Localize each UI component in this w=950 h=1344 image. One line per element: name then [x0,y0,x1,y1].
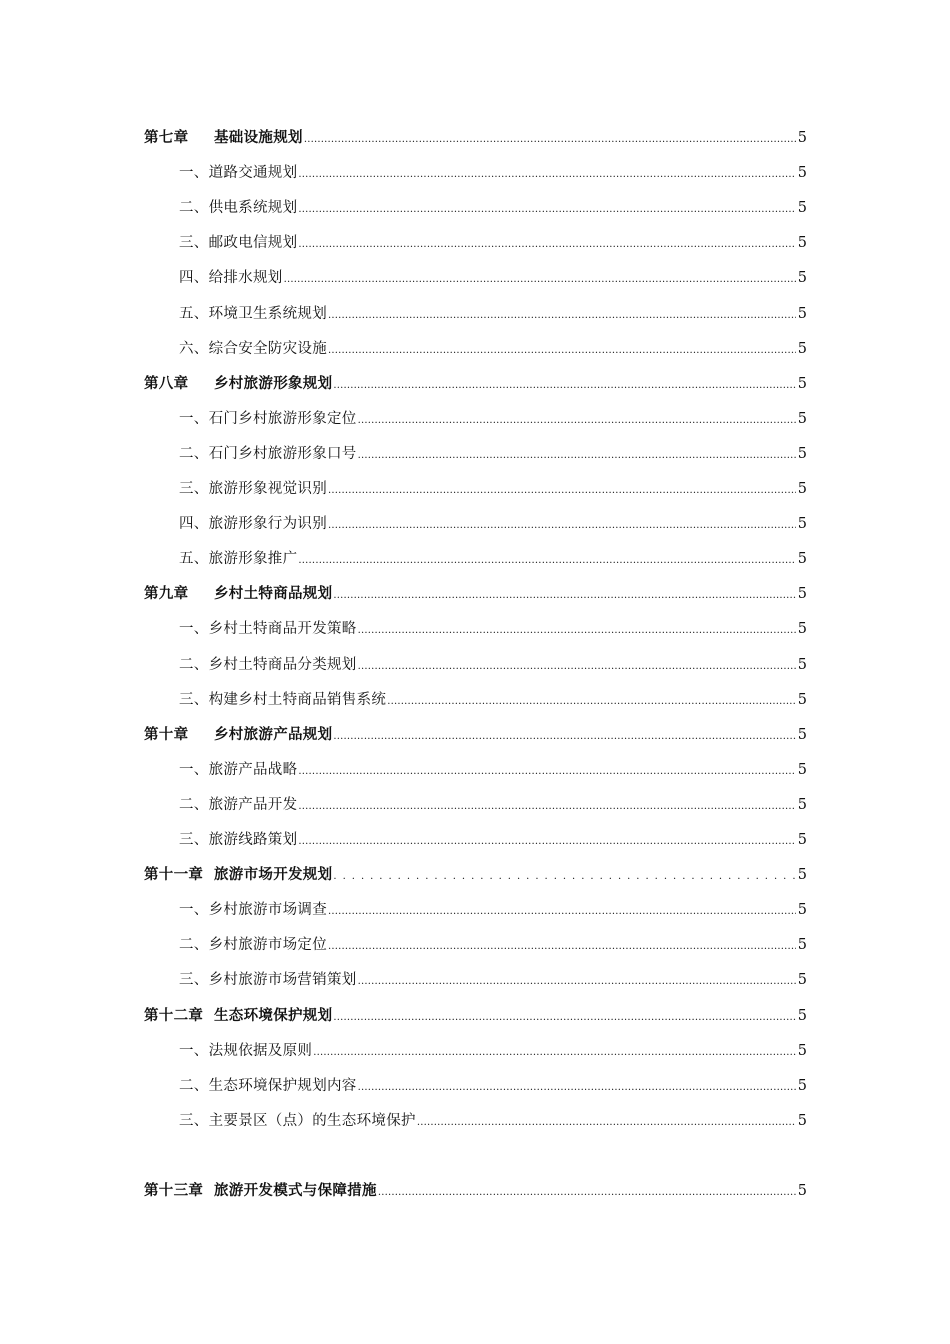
toc-entry-title: 旅游市场开发规划 [214,867,333,883]
toc-leader-dots [333,729,795,745]
toc-entry-title: 旅游线路策划 [208,832,298,848]
toc-entry-title: 乡村土特商品分类规划 [208,657,357,673]
toc-entry-title: 生态环境保护规划 [214,1008,333,1024]
toc-entry-number: 一、 [179,411,209,427]
toc-entry-number: 四、 [179,516,209,532]
toc-entry-title: 石门乡村旅游形象定位 [208,411,357,427]
toc-entry-label [144,374,332,394]
toc-page-number: 5 [797,902,807,918]
toc-page-number: 5 [797,586,807,602]
toc-entry-label [179,304,327,324]
toc-entry-number: 第十章 [144,727,189,743]
toc-leader-dots [358,1080,796,1096]
toc-entry-label [179,444,357,464]
toc-page-number: 5 [797,446,807,462]
toc-section-entry[interactable] [179,194,807,218]
toc-page-number: 5 [797,481,807,497]
toc-leader-dots [378,1185,796,1201]
toc-page-number: 5 [797,832,807,848]
toc-leader-dots [328,939,796,955]
toc-leader-dots [298,553,795,569]
toc-page-number: 5 [797,692,807,708]
toc-entry-label [144,1181,377,1201]
toc-leader-dots [328,518,796,534]
toc-page-number: 5 [797,1078,807,1094]
toc-page-number: 5 [797,727,807,743]
toc-entry-title: 乡村旅游产品规划 [214,727,333,743]
toc-entry-title: 旅游形象推广 [208,551,298,567]
toc-entry-title: 旅游形象视觉识别 [208,481,328,497]
toc-entry-label [179,1111,416,1131]
toc-entry-title: 主要景区（点）的生态环境保护 [208,1113,416,1129]
toc-leader-dots [328,904,796,920]
toc-entry-number: 一、 [179,621,209,637]
toc-leader-dots [333,588,795,604]
toc-entry-number: 五、 [179,306,209,322]
toc-entry-label [179,514,327,534]
toc-leader-dots [298,799,795,815]
toc-entry-number: 一、 [179,762,209,778]
toc-chapter-entry[interactable] [144,861,807,885]
toc-entry-number: 三、 [179,832,209,848]
toc-page-number: 5 [797,551,807,567]
toc-entry-title: 构建乡村土特商品销售系统 [208,692,387,708]
toc-entry-label [179,339,327,359]
toc-entry-label [144,584,332,604]
toc-entry-label [179,409,357,429]
toc-chapter-entry[interactable] [144,721,807,745]
toc-entry-number: 三、 [179,235,209,251]
toc-leader-dots [328,308,796,324]
toc-entry-label [179,690,386,710]
toc-entry-label [179,233,297,253]
toc-section-entry[interactable] [179,966,807,990]
toc-chapter-entry[interactable] [144,580,807,604]
toc-section-entry[interactable] [179,651,807,675]
toc-section-entry[interactable] [179,229,807,253]
toc-entry-number: 二、 [179,1078,209,1094]
toc-page-number: 5 [797,657,807,673]
toc-leader-dots [333,869,795,885]
toc-page-number: 5 [797,1113,807,1129]
toc-entry-number: 四、 [179,270,209,286]
toc-entry-title: 给排水规划 [208,270,283,286]
toc-entry-title: 法规依据及原则 [208,1043,313,1059]
toc-section-entry[interactable] [179,264,807,288]
toc-section-entry[interactable] [179,896,807,920]
toc-section-entry[interactable] [179,545,807,569]
toc-entry-number: 五、 [179,551,209,567]
toc-entry-label [179,619,357,639]
toc-entry-number: 三、 [179,481,209,497]
toc-leader-dots [417,1115,796,1131]
toc-page-number: 5 [797,516,807,532]
toc-entry-number: 二、 [179,657,209,673]
toc-section-entry[interactable] [179,1037,807,1061]
toc-entry-title: 乡村旅游市场调查 [208,902,328,918]
toc-page-number: 5 [797,130,807,146]
toc-entry-label [179,935,327,955]
toc-leader-dots [298,202,795,218]
toc-leader-dots [358,448,796,464]
toc-leader-dots [313,1045,796,1061]
toc-leader-dots [298,167,795,183]
toc-leader-dots [358,659,796,675]
toc-entry-label [144,128,303,148]
toc-entry-title: 石门乡村旅游形象口号 [208,446,357,462]
toc-chapter-entry[interactable] [144,370,807,394]
toc-leader-dots [298,834,795,850]
toc-entry-number: 六、 [179,341,209,357]
toc-section-entry[interactable] [179,615,807,639]
toc-entry-number: 第十二章 [144,1008,204,1024]
toc-section-entry[interactable] [179,510,807,534]
toc-entry-title: 邮政电信规划 [208,235,298,251]
toc-entry-number: 三、 [179,692,209,708]
toc-page-number: 5 [797,937,807,953]
toc-entry-number: 三、 [179,1113,209,1129]
toc-entry-label [144,725,332,745]
toc-section-entry[interactable] [179,791,807,815]
toc-section-entry[interactable] [179,1072,807,1096]
toc-page-number: 5 [797,867,807,883]
toc-entry-label [179,795,297,815]
toc-section-entry[interactable] [179,1107,807,1131]
toc-page-number: 5 [797,797,807,813]
toc-entry-number: 第七章 [144,130,189,146]
toc-leader-dots [358,974,796,990]
toc-entry-label [179,479,327,499]
toc-entry-label [144,1006,332,1026]
toc-leader-dots [333,378,795,394]
toc-entry-label [179,549,297,569]
toc-section-entry[interactable] [179,475,807,499]
toc-entry-title: 乡村土特商品开发策略 [208,621,357,637]
toc-section-entry[interactable] [179,335,807,359]
toc-entry-title: 旅游开发模式与保障措施 [214,1183,377,1199]
toc-leader-dots [358,623,796,639]
toc-leader-dots [304,132,796,148]
toc-section-entry[interactable] [179,756,807,780]
toc-entry-label [179,268,283,288]
toc-entry-title: 乡村土特商品规划 [214,586,333,602]
toc-leader-dots [358,413,796,429]
toc-entry-title: 旅游产品开发 [208,797,298,813]
toc-entry-number: 二、 [179,937,209,953]
toc-entry-label [179,198,297,218]
toc-page-number: 5 [797,1183,807,1199]
toc-leader-dots [298,237,795,253]
toc-entry-label [144,865,332,885]
toc-page-number: 5 [797,341,807,357]
toc-entry-number: 第八章 [144,376,189,392]
toc-entry-title: 旅游产品战略 [208,762,298,778]
toc-entry-title: 供电系统规划 [208,200,298,216]
toc-entry-number: 二、 [179,797,209,813]
toc-entry-label [179,830,297,850]
toc-leader-dots [387,694,796,710]
toc-entry-title: 乡村旅游市场定位 [208,937,328,953]
toc-page-number: 5 [797,1043,807,1059]
toc-leader-dots [298,764,795,780]
toc-entry-number: 二、 [179,200,209,216]
toc-entry-title: 生态环境保护规划内容 [208,1078,357,1094]
toc-entry-number: 三、 [179,972,209,988]
toc-section-entry[interactable] [179,300,807,324]
toc-entry-number: 一、 [179,165,209,181]
toc-page-number: 5 [797,270,807,286]
toc-page-number: 5 [797,1008,807,1024]
toc-section-entry[interactable] [179,405,807,429]
toc-entry-title: 旅游形象行为识别 [208,516,328,532]
toc-leader-dots [328,343,796,359]
toc-entry-number: 一、 [179,1043,209,1059]
toc-section-entry[interactable] [179,159,807,183]
toc-page-number: 5 [797,411,807,427]
toc-entry-number: 第十三章 [144,1183,204,1199]
toc-entry-title: 环境卫生系统规划 [208,306,328,322]
toc-entry-label [179,900,327,920]
toc-leader-dots [333,1010,795,1026]
toc-entry-title: 道路交通规划 [208,165,298,181]
toc-entry-title: 基础设施规划 [214,130,303,146]
toc-entry-label [179,970,357,990]
toc-entry-label [179,163,297,183]
toc-leader-dots [284,272,796,288]
toc-entry-number: 第九章 [144,586,189,602]
toc-entry-label [179,760,297,780]
toc-entry-title: 乡村旅游市场营销策划 [208,972,357,988]
toc-chapter-entry[interactable] [144,1177,807,1201]
toc-entry-number: 第十一章 [144,867,204,883]
toc-page-number: 5 [797,306,807,322]
toc-leader-dots [328,483,796,499]
toc-page-number: 5 [797,235,807,251]
toc-section-entry[interactable] [179,931,807,955]
toc-page-number: 5 [797,376,807,392]
toc-section-entry[interactable] [179,440,807,464]
toc-entry-title: 综合安全防灾设施 [208,341,328,357]
toc-entry-title: 乡村旅游形象规划 [214,376,333,392]
toc-entry-label [179,1076,357,1096]
toc-page-number: 5 [797,762,807,778]
toc-chapter-entry[interactable] [144,124,807,148]
toc-page-number: 5 [797,165,807,181]
toc-section-entry[interactable] [179,686,807,710]
toc-entry-number: 二、 [179,446,209,462]
toc-section-entry[interactable] [179,826,807,850]
toc-entry-number: 一、 [179,902,209,918]
toc-entry-label [179,1041,312,1061]
toc-page-number: 5 [797,200,807,216]
toc-page-number: 5 [797,621,807,637]
toc-page-number: 5 [797,972,807,988]
toc-chapter-entry[interactable] [144,1002,807,1026]
toc-entry-label [179,655,357,675]
